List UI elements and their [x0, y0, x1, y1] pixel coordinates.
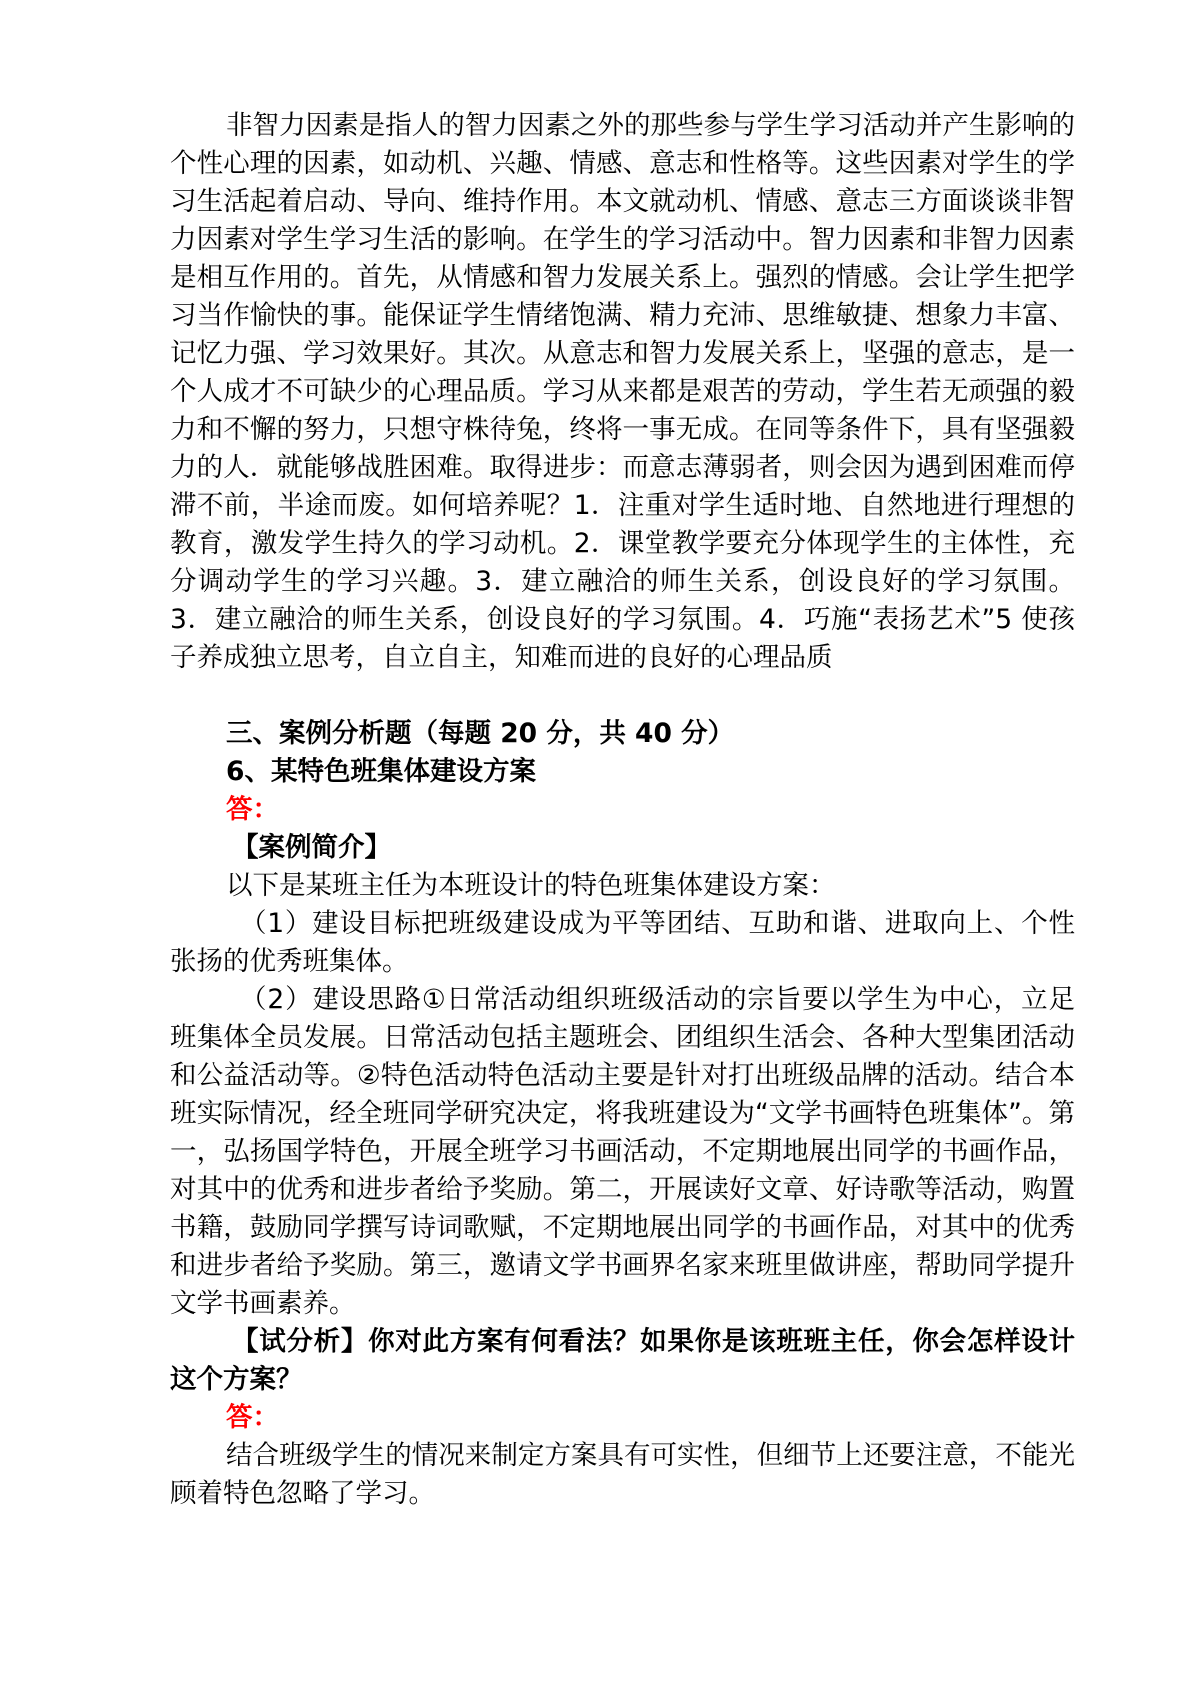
answer-text: 结合班级学生的情况来制定方案具有可实性，但细节上还要注意，不能光顾着特色忽略了学习。 [170, 1440, 1075, 1509]
answer-label: 答： [226, 794, 279, 825]
analysis-prompt: 【试分析】你对此方案有何看法？如果你是该班班主任，你会怎样设计这个方案？ [170, 1326, 1075, 1395]
answer-label-2: 答： [226, 1402, 279, 1433]
case-item-2: （2）建设思路①日常活动组织班级活动的宗旨要以学生为中心，立足班集体全员发展。日常活动包括主题班会、团组织生活会、各种大型集团活动和公益活动等。②特色活动特色活动主要是针对打出班级品牌的活动。结合本班实际情况，经全班同学研究决定，将我班建设为“文学书画特色班集体”。第一，弘扬国学特色，开展全班学习书画活动，不定期地展出同学的书画作品，对其中的优秀和进步者给予奖励。第二，开展读好文章、好诗歌等活动，购置书籍，鼓励同学撰写诗词歌赋，不定期地展出同学的书画作品，对其中的优秀和进步者给予奖励。第三，邀请文学书画界名家来班里做讲座，帮助同学提升文学书画素养。 [170, 984, 1075, 1319]
case-label: 【案例简介】 [232, 832, 391, 863]
spacer [170, 677, 1075, 715]
document-page [170, 107, 1075, 1513]
case-lead: 以下是某班主任为本班设计的特色班集体建设方案： [226, 870, 836, 901]
case-item-1: （1）建设目标把班级建设成为平等团结、互助和谐、进取向上、个性张扬的优秀班集体。 [170, 908, 1075, 977]
section-title: 三、案例分析题（每题 20 分，共 40 分） [226, 718, 735, 749]
question-title: 6、某特色班集体建设方案 [226, 756, 536, 787]
intro-paragraph: 非智力因素是指人的智力因素之外的那些参与学生学习活动并产生影响的个性心理的因素，如动机、兴趣、情感、意志和性格等。这些因素对学生的学习生活起着启动、导向、维持作用。本文就动机、情感、意志三方面谈谈非智力因素对学生学习生活的影响。在学生的学习活动中。智力因素和非智力因素是相互作用的。首先，从情感和智力发展关系上。强烈的情感。会让学生把学习当作愉快的事。能保证学生情绪饱满、精力充沛、思维敏捷、想象力丰富、记忆力强、学习效果好。其次。从意志和智力发展关系上，坚强的意志，是一个人成才不可缺少的心理品质。学习从来都是艰苦的劳动，学生若无顽强的毅力和不懈的努力，只想守株待兔，终将一事无成。在同等条件下，具有坚强毅力的人．就能够战胜困难。取得进步：而意志薄弱者，则会因为遇到困难而停滞不前，半途而废。如何培养呢？1．注重对学生适时地、自然地进行理想的教育，激发学生持久的学习动机。2．课堂教学要充分体现学生的主体性，充分调动学生的学习兴趣。3．建立融洽的师生关系，创设良好的学习氛围。3．建立融洽的师生关系，创设良好的学习氛围。4．巧施“表扬艺术”5 使孩子养成独立思考，自立自主，知难而进的良好的心理品质 [170, 110, 1075, 673]
